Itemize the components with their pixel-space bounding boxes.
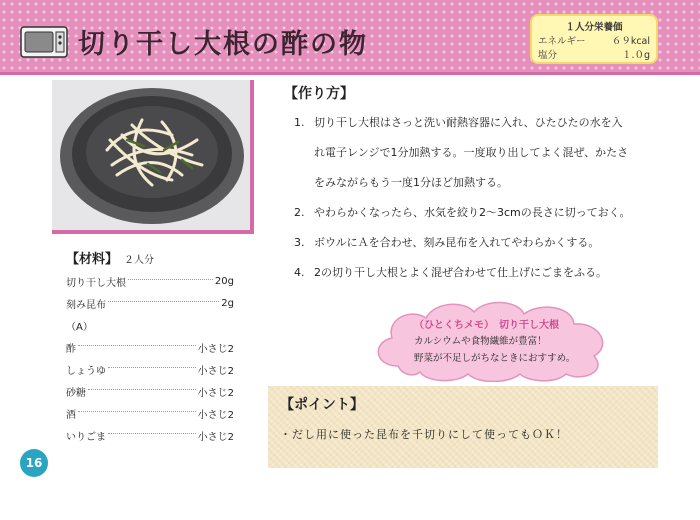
ingredients-title: 【材料】 xyxy=(66,252,119,267)
nutrition-box xyxy=(530,14,658,64)
energy-value: ６９kcal xyxy=(611,36,650,47)
dot-leader xyxy=(88,389,196,390)
page-number-badge: 16 xyxy=(20,449,48,477)
method-step xyxy=(284,198,674,228)
salt-label: 塩分 xyxy=(538,50,558,61)
step-line: をみながらもう一度1分ほど加熱する。 xyxy=(314,176,508,189)
point-title: 【ポイント】 xyxy=(280,397,364,413)
ingredient-row xyxy=(66,358,234,380)
ingredient-amount: 2g xyxy=(221,297,234,309)
ingredients-heading xyxy=(66,248,154,267)
ingredient-amount: 20g xyxy=(214,275,234,287)
method-step xyxy=(284,258,674,288)
ingredient-amount: 小さじ2 xyxy=(197,365,234,377)
ingredient-row xyxy=(66,424,234,446)
photo-frame-bottom xyxy=(52,230,254,234)
ingredient-row xyxy=(66,336,234,358)
dot-leader xyxy=(108,433,196,434)
method-heading: 【作り方】 xyxy=(284,86,354,102)
step-number: 3. xyxy=(294,236,305,249)
ingredient-amount: 小さじ2 xyxy=(197,431,234,443)
header-divider xyxy=(0,72,700,75)
ingredient-row xyxy=(66,380,234,402)
method-step xyxy=(284,108,674,198)
point-text: ・だし用に使った昆布を千切りにして使ってもＯＫ！ xyxy=(280,428,568,441)
nutrition-energy-row xyxy=(538,35,650,49)
servings: ２人分 xyxy=(124,255,155,266)
energy-label: エネルギー xyxy=(538,36,586,47)
method-steps xyxy=(284,108,674,288)
ingredient-name: 酢 xyxy=(66,343,76,355)
ingredient-amount: 小さじ2 xyxy=(197,409,234,421)
dot-leader xyxy=(78,345,196,346)
ingredient-group-label: （A） xyxy=(66,321,93,333)
ingredient-name: しょうゆ xyxy=(66,365,106,377)
dish-photo xyxy=(52,80,250,230)
salt-value: １.０g xyxy=(621,50,650,61)
step-number: 1. xyxy=(294,116,305,129)
photo-frame-right xyxy=(250,80,254,234)
step-text xyxy=(314,108,674,198)
ingredient-amount: 小さじ2 xyxy=(197,343,234,355)
ingredient-name: 酒 xyxy=(66,409,76,421)
page-title: 切り干し大根の酢の物 xyxy=(78,29,368,60)
method-step xyxy=(284,228,674,258)
step-line: れ電子レンジで1分加熱する。一度取り出してよく混ぜ、かたさ xyxy=(314,146,629,159)
step-number: 4. xyxy=(294,266,305,279)
dot-leader xyxy=(108,367,196,368)
memo-text-line2: 野菜が不足しがちなときにおすすめ。 xyxy=(414,353,576,364)
step-text: やわらかくなったら、水気を絞り2～3cmの長さに切っておく。 xyxy=(314,206,631,219)
dot-leader xyxy=(128,279,213,280)
step-line: 切り干し大根はさっと洗い耐熱容器に入れ、ひたひたの水を入 xyxy=(314,116,623,129)
ingredient-row xyxy=(66,402,234,424)
dot-leader xyxy=(78,411,196,412)
ingredients-list xyxy=(66,270,234,446)
nutrition-title: １人分栄養価 xyxy=(565,22,623,33)
step-number: 2. xyxy=(294,206,305,219)
memo-text-line1: カルシウムや食物繊維が豊富！ xyxy=(414,336,547,347)
ingredient-amount: 小さじ2 xyxy=(197,387,234,399)
ingredient-name: 切り干し大根 xyxy=(66,277,126,289)
microwave-icon xyxy=(20,26,68,58)
ingredient-row xyxy=(66,292,234,314)
step-text: ボウルにＡを合わせ、刻み昆布を入れてやわらかくする。 xyxy=(314,236,600,249)
ingredient-name: 刻み昆布 xyxy=(66,299,106,311)
nutrition-salt-row xyxy=(538,49,650,63)
ingredient-row xyxy=(66,270,234,292)
ingredient-name: いりごま xyxy=(66,431,106,443)
dot-leader xyxy=(108,301,219,302)
point-box xyxy=(268,386,658,468)
ingredient-name: 砂糖 xyxy=(66,387,86,399)
memo-title: （ひとくちメモ） 切り干し大根 xyxy=(414,320,559,331)
step-text: 2の切り干し大根とよく混ぜ合わせて仕上げにごまをふる。 xyxy=(314,266,607,279)
